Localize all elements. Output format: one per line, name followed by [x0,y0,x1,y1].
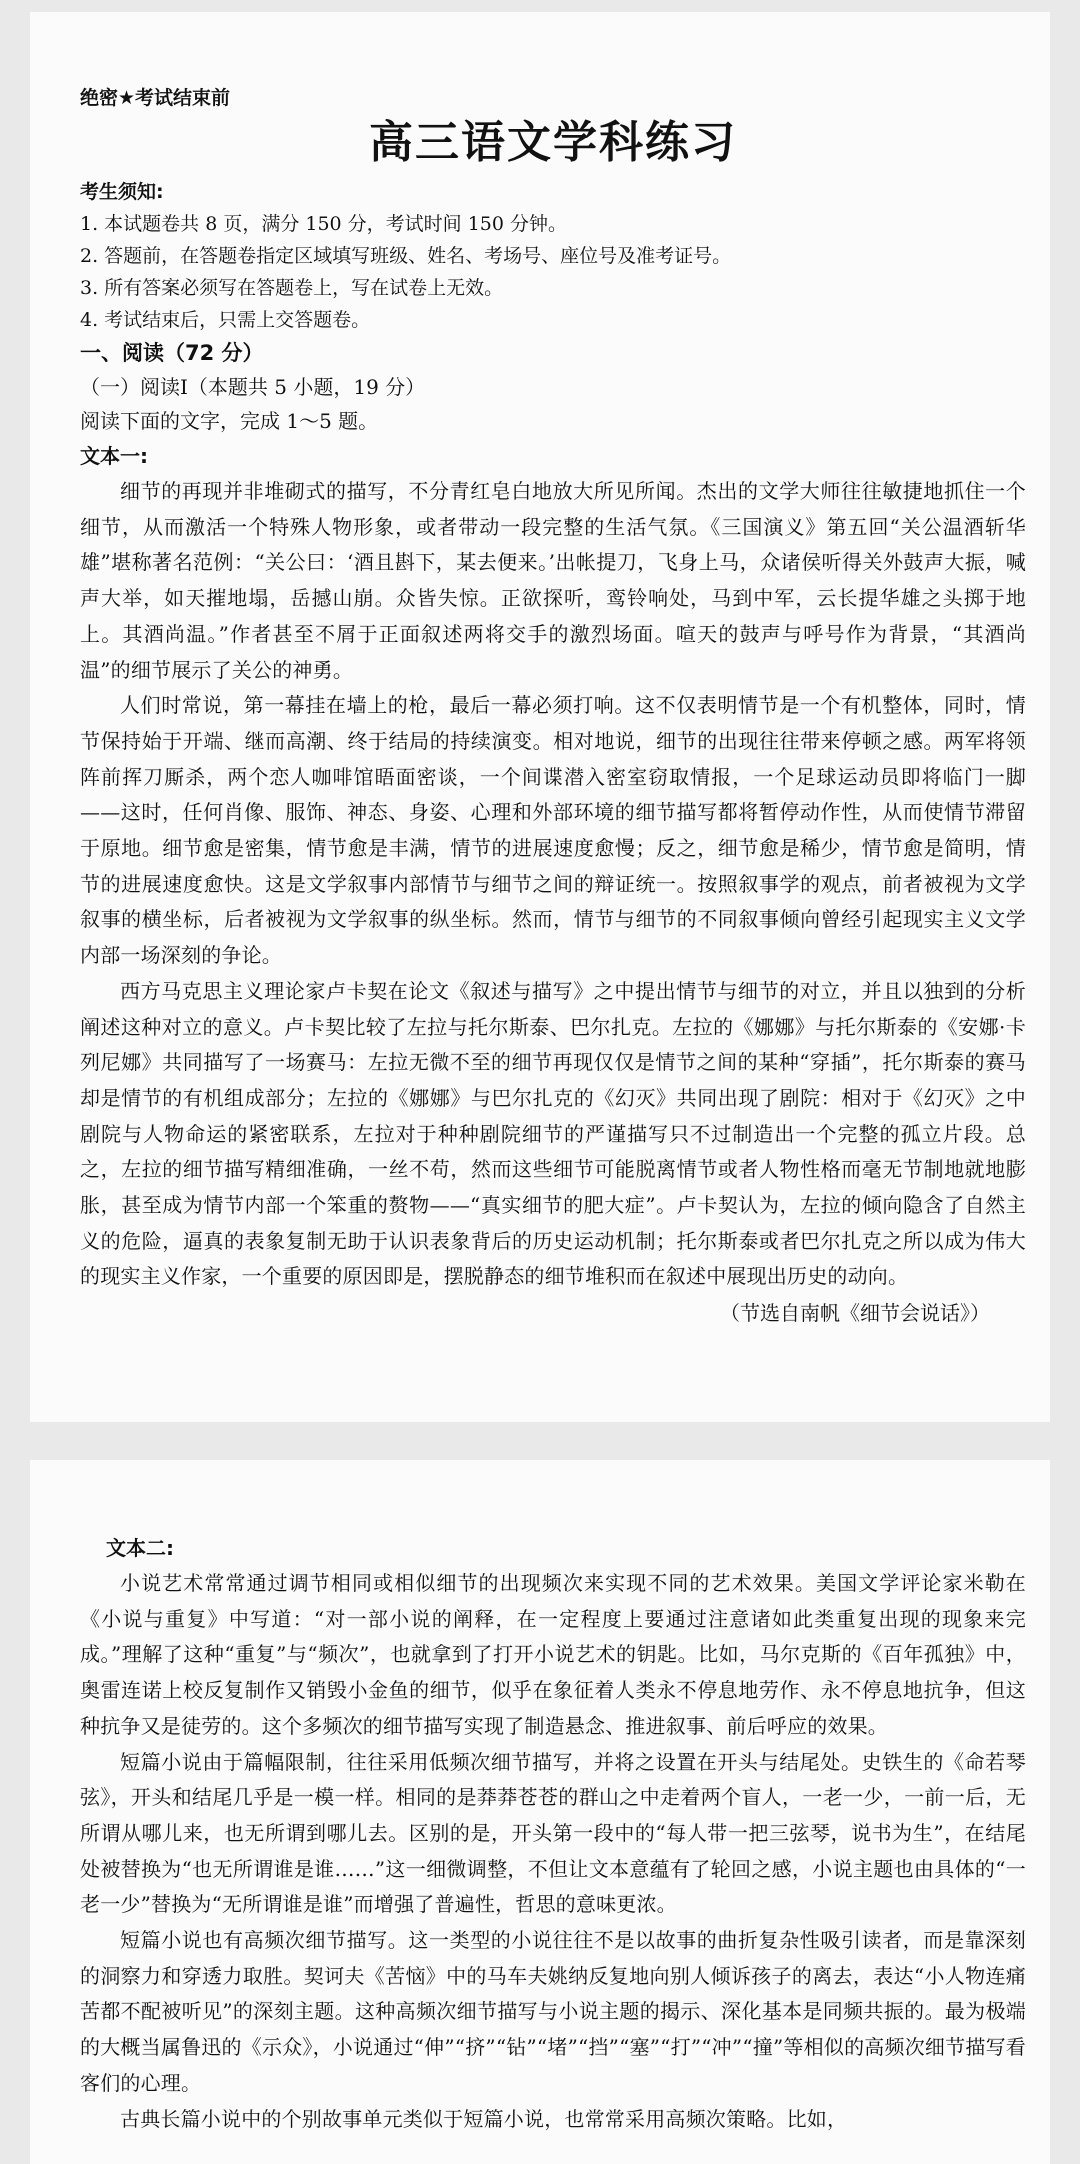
page-2-content [80,1530,1026,2137]
exam-page-2 [30,1460,1050,2164]
exam-page-1 [30,12,1050,1422]
notice-item-2: 2. 答题前，在答题卷指定区域填写班级、姓名、考场号、座位号及准考证号。 [80,245,732,267]
exam-title: 高三语文学科练习 [369,117,737,168]
text-two-paragraph-2: 短篇小说由于篇幅限制，往往采用低频次细节描写，并将之设置在开头与结尾处。史铁生的《命若琴弦》，开头和结尾几乎是一模一样。相同的是莽莽苍苍的群山之中走着两个盲人，一老一少，一前一后，无所谓从哪儿来，也无所谓到哪儿去。区别的是，开头第一段中的“每人带一把三弦琴，说书为生”，在结尾处被替换为“也无所谓谁是谁……”这一细微调整，不但让文本意蕴有了轮回之感，小说主题也由具体的“一老一少”替换为“无所谓谁是谁”而增强了普遍性，哲思的意味更浓。 [80,1749,1026,1917]
section-heading: 一、阅读（72 分） [80,341,264,365]
text-two-paragraph-1: 小说艺术常常通过调节相同或相似细节的出现频次来实现不同的艺术效果。美国文学评论家米勒在《小说与重复》中写道：“对一部小说的阐释，在一定程度上要通过注意诸如此类重复出现的现象来完成。”理解了这种“重复”与“频次”，也就拿到了打开小说艺术的钥匙。比如，马尔克斯的《百年孤独》中，奥雷连诺上校反复制作又销毁小金鱼的细节，似乎在象征着人类永不停息地劳作、永不停息地抗争，但这种抗争又是徒劳的。这个多频次的细节描写实现了制造悬念、推进叙事、前后呼应的效果。 [80,1571,1026,1738]
text-one-paragraph-3: 西方马克思主义理论家卢卡契在论文《叙述与描写》之中提出情节与细节的对立，并且以独到的分析阐述这种对立的意义。卢卡契比较了左拉与托尔斯泰、巴尔扎克。左拉的《娜娜》与托尔斯泰的《安娜·卡列尼娜》共同描写了一场赛马：左拉无微不至的细节再现仅仅是情节之间的某种“穿插”，托尔斯泰的赛马却是情节的有机组成部分；左拉的《娜娜》与巴尔扎克的《幻灭》共同出现了剧院：相对于《幻灭》之中剧院与人物命运的紧密联系，左拉对于种种剧院细节的严谨描写只不过制造出一个完整的孤立片段。总之，左拉的细节描写精细准确，一丝不苟，然而这些细节可能脱离情节或者人物性格而毫无节制地就地膨胀，甚至成为情节内部一个笨重的赘物——“真实细节的肥大症”。卢卡契认为，左拉的倾向隐含了自然主义的危险，逼真的表象复制无助于认识表象背后的历史运动机制；托尔斯泰或者巴尔扎克之所以成为伟大的现实主义作家，一个重要的原因即是，摆脱静态的细节堆积而在叙述中展现出历史的动向。 [80,978,1026,1289]
notice-title: 考生须知: [80,181,164,203]
page-1-content [80,84,1026,1331]
notice-item-4: 4. 考试结束后，只需上交答题卷。 [80,309,371,331]
text-one-paragraph-1: 细节的再现并非堆砌式的描写，不分青红皂白地放大所见所闻。杰出的文学大师往往敏捷地抓住一个细节，从而激活一个特殊人物形象，或者带动一段完整的生活气氛。《三国演义》第五回“关公温酒斩华雄”堪称著名范例：“关公曰：‘酒且斟下，某去便来。’出帐提刀，飞身上马，众诸侯听得关外鼓声大振，喊声大举，如天摧地塌，岳撼山崩。众皆失惊。正欲探听，鸾铃响处，马到中军，云长提华雄之头掷于地上。其酒尚温。”作者甚至不屑于正面叙述两将交手的激烈场面。喧天的鼓声与呼号作为背景，“其酒尚温”的细节展示了关公的神勇。 [80,479,1026,682]
text-two-paragraph-4: 古典长篇小说中的个别故事单元类似于短篇小说，也常常采用高频次策略。比如， [120,2106,848,2131]
text-two-label: 文本二: [106,1536,174,1560]
text-two-paragraph-3: 短篇小说也有高频次细节描写。这一类型的小说往往不是以故事的曲折复杂性吸引读者，而是靠深刻的洞察力和穿透力取胜。契诃夫《苦恼》中的马车夫姚纳反复地向别人倾诉孩子的离去，表达“小人物连痛苦都不配被听见”的深刻主题。这种高频次细节描写与小说主题的揭示、深化基本是同频共振的。最为极端的大概当属鲁迅的《示众》，小说通过“伸”“挤”“钻”“堵”“挡”“塞”“打”“冲”“撞”等相似的高频次细节描写看客们的心理。 [80,1928,1026,2095]
text-one-paragraph-2: 人们时常说，第一幕挂在墙上的枪，最后一幕必须打响。这不仅表明情节是一个有机整体，同时，情节保持始于开端、继而高潮、终于结局的持续演变。相对地说，细节的出现往往带来停顿之感。两军将领阵前挥刀厮杀，两个恋人咖啡馆晤面密谈，一个间谍潜入密室窃取情报，一个足球运动员即将临门一脚——这时，任何肖像、服饰、神态、身姿、心理和外部环境的细节描写都将暂停动作性，从而使情节滞留于原地。细节愈是密集，情节愈是丰满，情节的进展速度愈慢；反之，细节愈是稀少，情节愈是简明，情节的进展速度愈快。这是文学叙事内部情节与细节之间的辩证统一。按照叙事学的观点，前者被视为文学叙事的横坐标，后者被视为文学叙事的纵坐标。然而，情节与细节的不同叙事倾向曾经引起现实主义文学内部一场深刻的争论。 [80,693,1026,968]
notice-item-3: 3. 所有答案必须写在答题卷上，写在试卷上无效。 [80,277,504,299]
notice-item-1: 1. 本试题卷共 8 页，满分 150 分，考试时间 150 分钟。 [80,213,568,235]
reading-instruction: 阅读下面的文字，完成 1～5 题。 [80,409,379,433]
confidential-label: 绝密★考试结束前 [80,87,231,109]
text-one-source: （节选自南帆《细节会说话》） [720,1301,990,1326]
subsection-heading: （一）阅读Ⅰ（本题共 5 小题，19 分） [80,375,426,399]
text-one-label: 文本一: [80,444,148,468]
